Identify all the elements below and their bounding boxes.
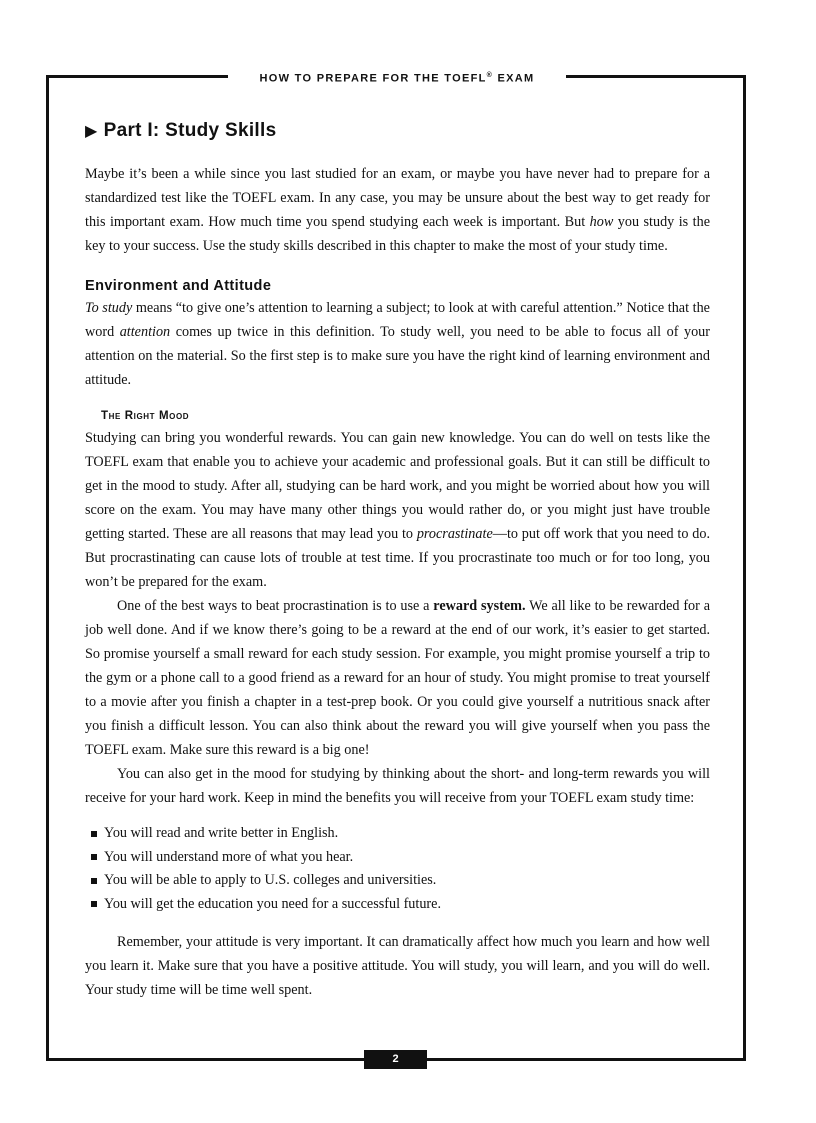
section-heading: Environment and Attitude	[85, 278, 272, 294]
intro-paragraph: Maybe it’s been a while since you last studied for an exam, or maybe you have never had to prepare for a standardized test like the TOEFL exam. In any case, you may be unsure about the best way to get ready for this important exam. How much time you spend studying each week is important. But how you study is the key to your success. Use the study skills described in this chapter to make the most of your study time.	[85, 166, 710, 254]
frame-rule-top-left	[46, 75, 228, 78]
closing-paragraph: Remember, your attitude is very important. It can dramatically affect how much you learn and how well you learn it. Make sure that you have a positive attitude. You will study, you will learn, and you will do well. Your study time will be time well spent.	[85, 934, 710, 998]
page-number: 2	[364, 1050, 427, 1069]
part-title	[85, 120, 710, 142]
page-content	[85, 120, 710, 1002]
square-bullet-icon	[91, 878, 97, 884]
registered-mark: ®	[486, 72, 494, 79]
list-item: You will get the education you need for a successful future.	[91, 893, 710, 917]
benefits-list	[91, 822, 710, 916]
part-title-text: Part I: Study Skills	[103, 120, 277, 141]
running-head-text: HOW TO PREPARE FOR THE TOEFL	[259, 72, 487, 85]
frame-rule-top-right	[566, 75, 746, 78]
body-paragraph: One of the best ways to beat procrastination is to use a reward system. We all like to be rewarded for a job well done. And if we know there’s going to be a reward at the end of our work, it’s easier to get started. So promise yourself a small reward for each study session. For example, you might promise yourself a trip to the gym or a phone call to a good friend as a reward for an hour of study. You might promise to treat yourself to a movie after you finish a chapter in a test-prep book. Or you could give yourself a nutritious snack after you finish a difficult lesson. You can also think about the reward you will give yourself when you pass the TOEFL exam. Make sure this reward is a big one!	[85, 598, 710, 758]
frame-rule-right	[743, 75, 746, 1061]
frame-rule-bottom-right	[427, 1058, 746, 1061]
running-head-end: EXAM	[497, 72, 535, 85]
body-paragraph: Studying can bring you wonderful rewards. You can gain new knowledge. You can do well on tests like the TOEFL exam that enable you to achieve your academic and professional goals. But it can still be difficult to get in the mood to study. After all, studying can be hard work, and you might be worried about how you will score on the exam. You may have many other things you would rather do, or you might just have trouble getting started. These are all reasons that may lead you to procrastinate—to put off work that you need to do. But procrastinating can cause lots of trouble at test time. If you procrastinate too much or for too long, you won’t be prepared for the exam.	[85, 430, 710, 590]
list-item: You will understand more of what you hear.	[91, 846, 710, 870]
list-item: You will read and write better in English.	[91, 822, 710, 846]
list-item: You will be able to apply to U.S. colleges and universities.	[91, 869, 710, 893]
square-bullet-icon	[91, 901, 97, 907]
running-head	[228, 68, 566, 87]
square-bullet-icon	[91, 854, 97, 860]
frame-rule-left	[46, 75, 49, 1061]
frame-rule-bottom-left	[46, 1058, 364, 1061]
section-paragraph: To study means “to give one’s attention to learning a subject; to look at with careful attention.” Notice that the word attention comes up twice in this definition. To study well, you need to be able to focus all of your attention on the material. So the first step is to make sure you have the right kind of learning environment and attitude.	[85, 300, 710, 388]
square-bullet-icon	[91, 831, 97, 837]
body-paragraph: You can also get in the mood for studying by thinking about the short- and long-term rewards you will receive for your hard work. Keep in mind the benefits you will receive from your TOEFL exam study time:	[85, 766, 710, 806]
subsection-heading: The Right Mood	[101, 410, 190, 422]
triangle-arrow-icon: ▶	[85, 123, 98, 140]
